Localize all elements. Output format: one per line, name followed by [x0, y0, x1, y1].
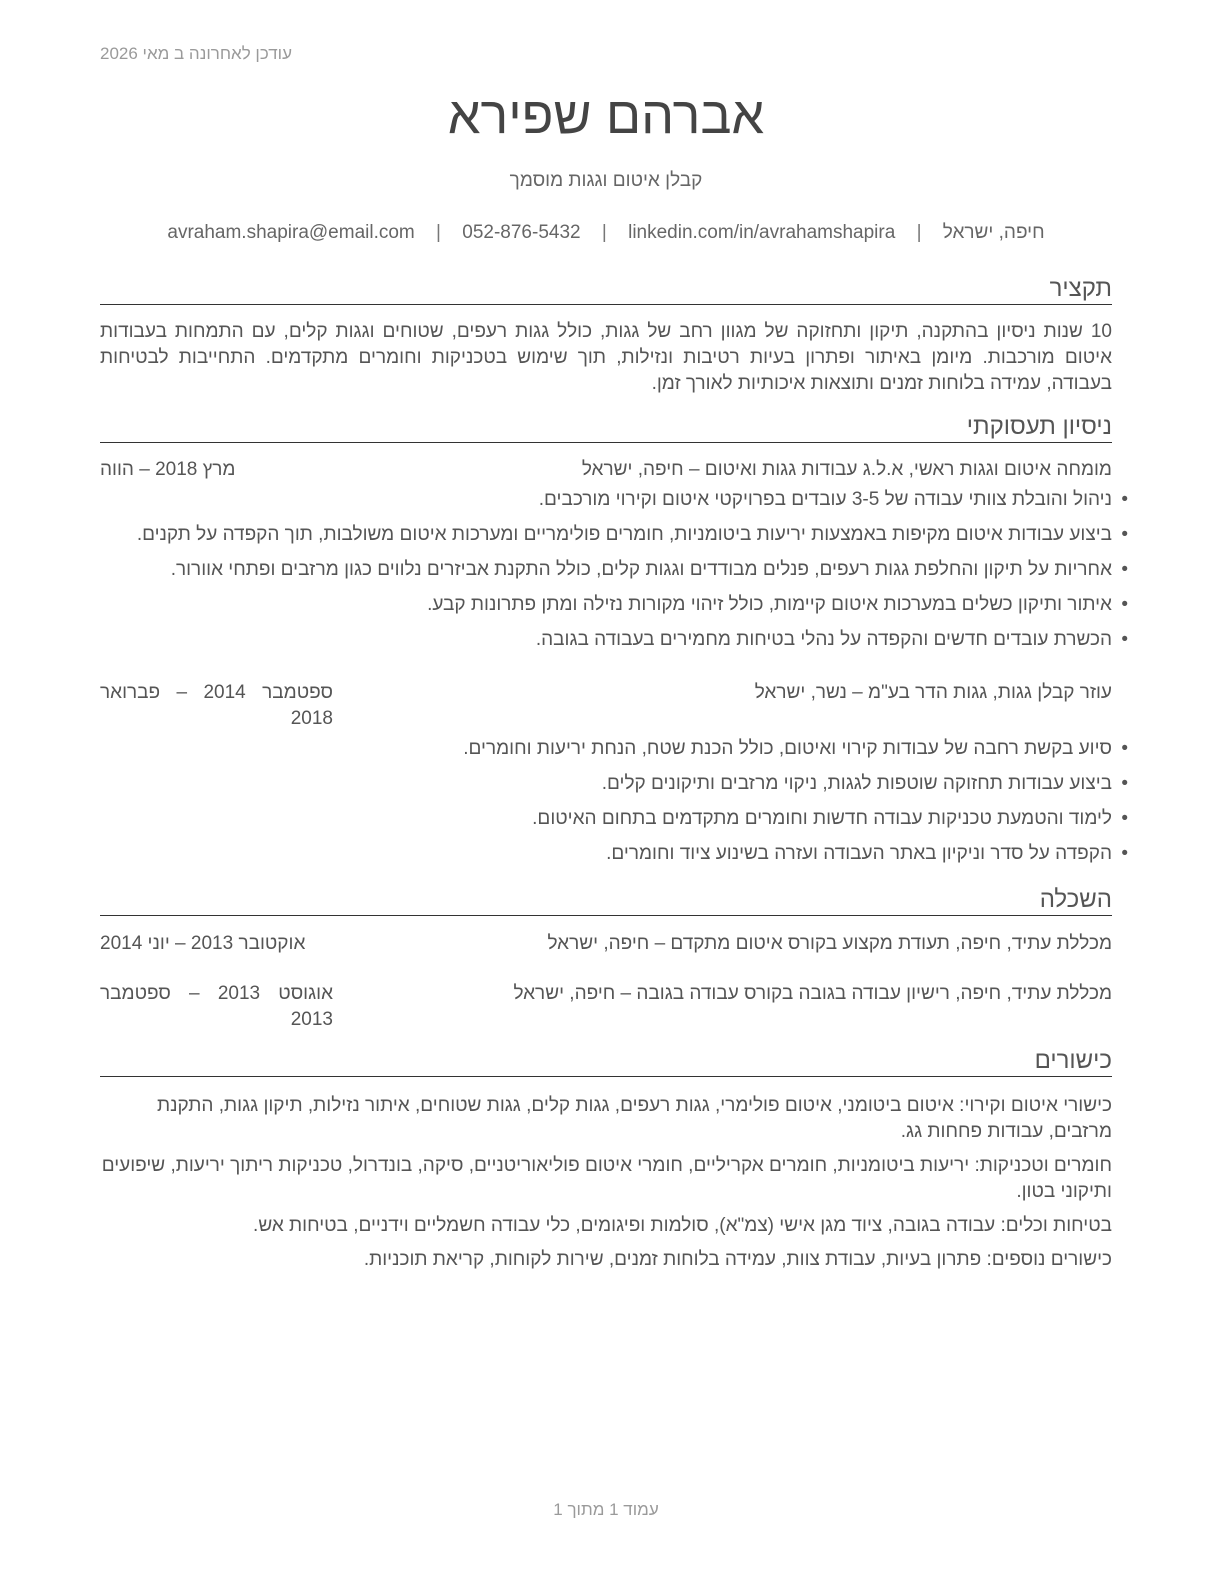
resume-page [100, 0, 1128, 1584]
education-title: מכללת עתיד, חיפה, תעודת מקצוע בקורס איטום מתקדם – חיפה, ישראל [547, 933, 1112, 954]
last-updated: עודכן לאחרונה ב מאי 2026 [100, 44, 292, 63]
list-item [100, 627, 1128, 662]
list-item [100, 522, 1128, 557]
bullet-icon: • [1121, 629, 1128, 650]
bullet-text: הכשרת עובדים חדשים והקפדה על נהלי בטיחות מחמירים בעבודה בגובה. [535, 629, 1112, 650]
bullet-text: ביצוע עבודות תחזוקה שוטפות לגגות, ניקוי מרזבים ותיקונים קלים. [601, 773, 1112, 794]
skill-line: חומרים וטכניקות: יריעות ביטומניות, חומרים אקריליים, חומרי איטום פוליאוריטניים, סיקה, בונדרול, טכניקות ריתוך יריעות, שיפועים ותיקוני בטון. [101, 1155, 1112, 1202]
experience-heading: ניסיון תעסוקתי [100, 413, 1112, 443]
bullet-text: ביצוע עבודות איטום מקיפות באמצעות יריעות ביטומניות, חומרים פולימריים ומערכות איטום משולבות, תוך הקפדה על תקנים. [136, 524, 1112, 545]
skill-line: כישורי איטום וקירוי: איטום ביטומני, איטום פולימרי, גגות רעפים, גגות קלים, גגות שטוחים, איתור נזילות, תיקון גגות, התקנת מרזבים, עבודות פחחות גג. [156, 1095, 1112, 1142]
list-item [100, 592, 1128, 627]
bullet-text: ניהול והובלת צוותי עבודה של 3-5 עובדים בפרויקטי איטום וקירוי מורכבים. [538, 489, 1112, 510]
bullet-text: הקפדה על סדר וניקיון באתר העבודה ועזרה בשינוע ציוד וחומרים. [606, 843, 1112, 864]
bullet-text: סיוע בקשת רחבה של עבודות קירוי ואיטום, כולל הכנת שטח, הנחת יריעות וחומרים. [463, 738, 1112, 759]
education-title: מכללת עתיד, חיפה, רישיון עבודה בגובה בקורס עבודה בגובה – חיפה, ישראל [513, 983, 1112, 1004]
bullet-text: לימוד והטמעת טכניקות עבודה חדשות וחומרים מתקדמים בתחום האיטום. [532, 808, 1112, 829]
contact-linkedin[interactable]: linkedin.com/in/avrahamshapira [628, 222, 896, 243]
contact-phone[interactable]: 052-876-5432 [462, 222, 581, 243]
job-dates: ספטמבר 2014 – פברואר 2018 [100, 682, 333, 729]
bullet-text: אחריות על תיקון והחלפת גגות רעפים, פנלים מבודדים וגגות קלים, כולל התקנת אביזרים נלווים כגון מרזבים ופתחי אוורור. [170, 559, 1112, 580]
bullet-text: איתור ותיקון כשלים במערכות איטום קיימות, כולל זיהוי מקורות נזילה ומתן פתרונות קבע. [427, 594, 1112, 615]
candidate-title: קבלן איטום וגגות מוסמך [509, 170, 703, 191]
summary-text: 10 שנות ניסיון בהתקנה, תיקון ותחזוקה של מגוון רחב של גגות, כולל גגות רעפים, שטוחים וגגות קלים, עם התמחות בעבודות איטום מורכבות. מיומן באיתור ופתרון בעיות רטיבות ונזילות, תוך שימוש בטכניקות וחומרים מתקדמים. התחייבות לבטיחות בעבודה, עמידה בלוחות זמנים ותוצאות איכותיות לאורך זמן. [100, 321, 1112, 394]
bullet-icon: • [1121, 843, 1128, 864]
skill-line: בטיחות וכלים: עבודה בגובה, ציוד מגן אישי (צמ"א), סולמות ופיגומים, כלי עבודה חשמליים וידניים, בטיחות אש. [253, 1215, 1112, 1236]
skills-heading: כישורים [100, 1047, 1112, 1077]
page-number: עמוד 1 מתוך 1 [553, 1500, 659, 1519]
education-dates: אוגוסט 2013 – ספטמבר 2013 [100, 983, 333, 1030]
bullet-icon: • [1121, 773, 1128, 794]
candidate-name: אברהם שפירא [447, 87, 765, 145]
summary-heading: תקציר [100, 275, 1112, 305]
job-bullets [100, 736, 1128, 876]
bullet-icon: • [1121, 738, 1128, 759]
bullet-icon: • [1121, 524, 1128, 545]
contact-email[interactable]: avraham.shapira@email.com [167, 222, 415, 243]
list-item [100, 771, 1128, 806]
bullet-icon: • [1121, 808, 1128, 829]
contact-separator: | [916, 222, 922, 243]
contact-separator: | [436, 222, 441, 243]
list-item [100, 841, 1128, 876]
list-item [100, 806, 1128, 841]
list-item [100, 736, 1128, 771]
contact-line [100, 222, 1112, 244]
education-heading: השכלה [100, 886, 1112, 916]
list-item [100, 557, 1128, 592]
job-title: עוזר קבלן גגות, גגות הדר בע"מ – נשר, ישראל [754, 682, 1112, 703]
skill-line: כישורים נוספים: פתרון בעיות, עבודת צוות, עמידה בלוחות זמנים, שירות לקוחות, קריאת תוכניות. [363, 1249, 1112, 1270]
list-item [100, 487, 1128, 522]
job-dates: מרץ 2018 – הווה [100, 459, 236, 480]
bullet-icon: • [1121, 489, 1128, 510]
bullet-icon: • [1121, 559, 1128, 580]
job-title: מומחה איטום וגגות ראשי, א.ל.ג עבודות גגות ואיטום – חיפה, ישראל [581, 459, 1112, 480]
contact-location: חיפה, ישראל [942, 222, 1045, 243]
bullet-icon: • [1121, 594, 1128, 615]
contact-separator: | [601, 222, 607, 243]
job-bullets [100, 487, 1128, 662]
education-dates: אוקטובר 2013 – יוני 2014 [100, 933, 306, 954]
